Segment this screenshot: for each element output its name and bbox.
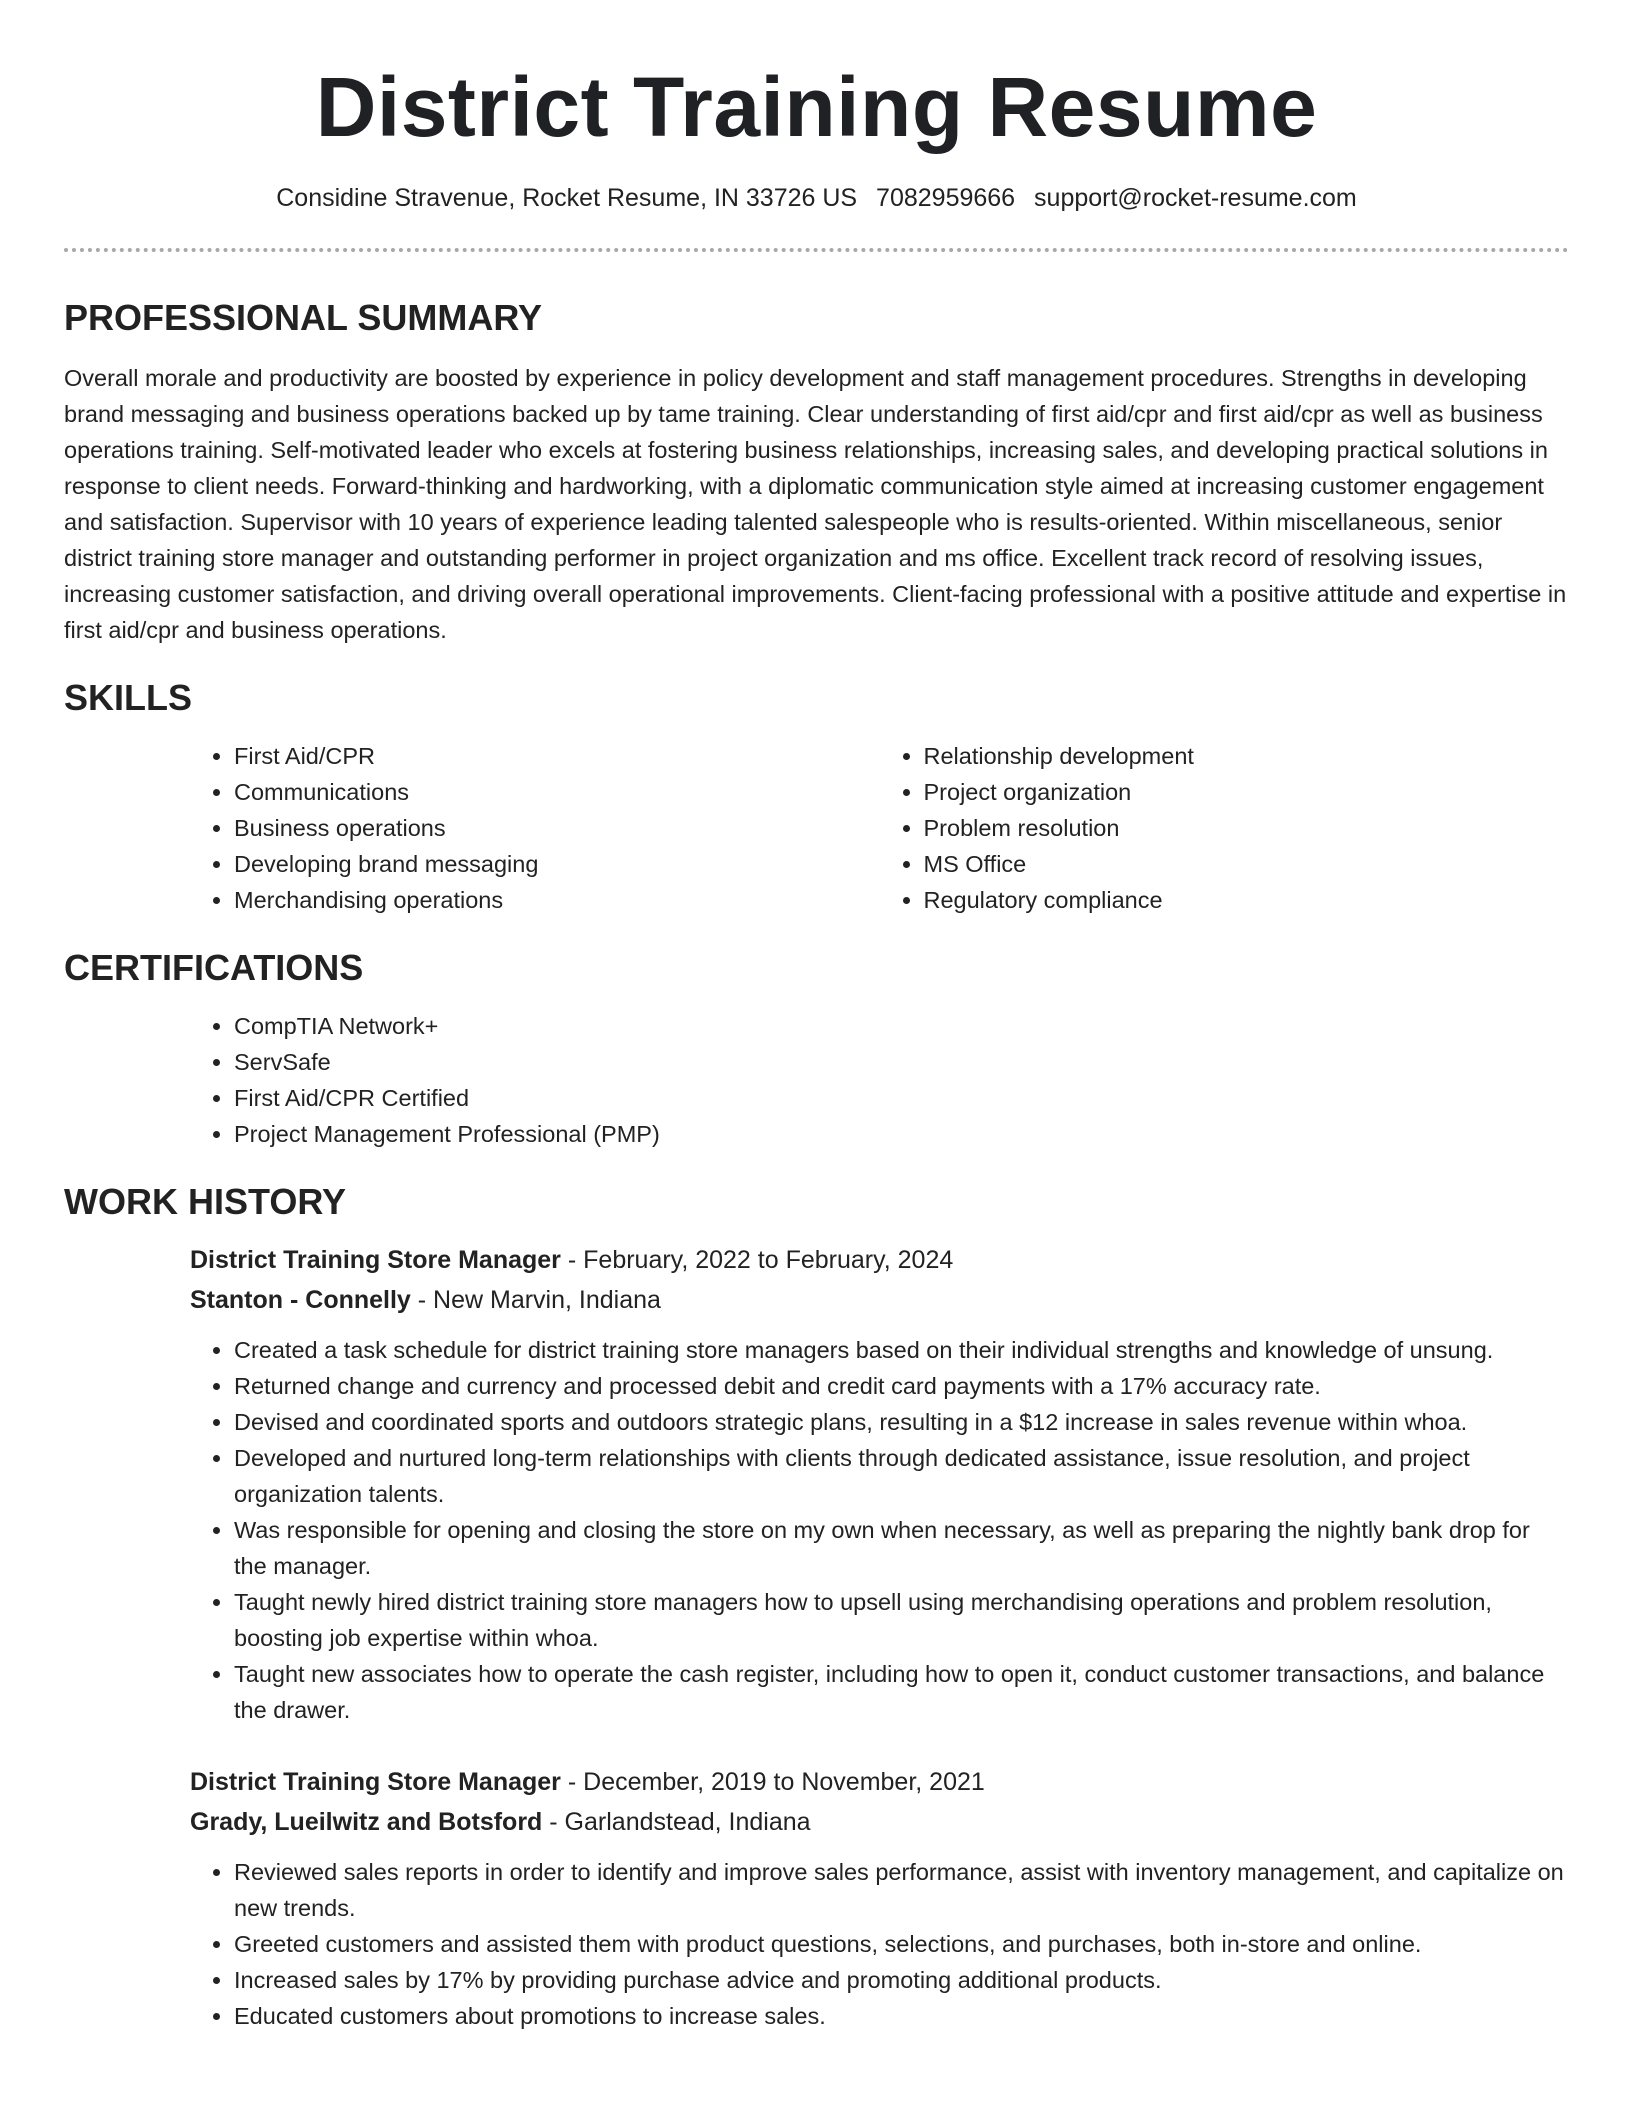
job-company-line	[190, 1280, 1569, 1320]
job-company-line	[190, 1802, 1569, 1842]
certification-item: • CompTIA Network+	[234, 1008, 1569, 1044]
skill-item: • Relationship development	[924, 738, 1570, 774]
skill-item: • Developing brand messaging	[234, 846, 880, 882]
contact-address: Considine Stravenue, Rocket Resume, IN 33726 US	[276, 184, 858, 212]
job-dates: - February, 2022 to February, 2024	[560, 1246, 954, 1274]
certifications-list	[190, 1008, 1569, 1152]
work-history-heading: WORK HISTORY	[64, 1181, 347, 1222]
resume-title: District Training Resume	[315, 60, 1318, 154]
contact-email: support@rocket-resume.com	[1034, 184, 1357, 212]
skills-heading: SKILLS	[64, 677, 193, 718]
skill-item: • MS Office	[924, 846, 1570, 882]
job-company: Grady, Lueilwitz and Botsford	[190, 1808, 543, 1836]
summary-heading: PROFESSIONAL SUMMARY	[64, 297, 543, 338]
certification-item: • First Aid/CPR Certified	[234, 1080, 1569, 1116]
certifications-heading: CERTIFICATIONS	[64, 947, 364, 988]
skill-item: • Problem resolution	[924, 810, 1570, 846]
job-bullets	[190, 1854, 1569, 2034]
job-title-line	[190, 1240, 1569, 1280]
job-entry	[190, 1762, 1569, 2034]
summary-text: Overall morale and productivity are boosted by experience in policy development and staff management procedures. Strengths in developing brand messaging and business operations backed up by tame training. Clear understanding of first aid/cpr and first aid/cpr as well as business operations training. Self-motivated leader who excels at fostering business relationships, increasing sales, and developing practical solutions in response to client needs. Forward-thinking and hardworking, with a diplomatic communication style aimed at increasing customer engagement and satisfaction. Supervisor with 10 years of experience leading talented salespeople who is results-oriented. Within miscellaneous, senior district training store manager and outstanding performer in project organization and ms office. Excellent track record of resolving issues, increasing customer satisfaction, and driving overall operational improvements. Client-facing professional with a positive attitude and expertise in first aid/cpr and business operations.	[64, 365, 1567, 643]
job-bullet: • Reviewed sales reports in order to identify and improve sales performance, assist with inventory management, and capitalize on new trends.	[234, 1854, 1569, 1926]
job-title-line	[190, 1762, 1569, 1802]
skills-list-right	[880, 738, 1570, 918]
skills-grid	[190, 738, 1569, 918]
skill-item: • First Aid/CPR	[234, 738, 880, 774]
job-title: District Training Store Manager	[190, 1246, 561, 1274]
contact-phone: 7082959666	[876, 184, 1016, 212]
resume-page	[64, 0, 1569, 2034]
contact-line	[64, 182, 1569, 214]
job-bullet: • Educated customers about promotions to increase sales.	[234, 1998, 1569, 2034]
header-divider	[64, 248, 1569, 252]
job-bullet: • Increased sales by 17% by providing purchase advice and promoting additional products.	[234, 1962, 1569, 1998]
job-bullet: • Was responsible for opening and closing the store on my own when necessary, as well as preparing the nightly bank drop for the manager.	[234, 1512, 1569, 1584]
certification-item: • ServSafe	[234, 1044, 1569, 1080]
job-bullet: • Taught new associates how to operate the cash register, including how to open it, conduct customer transactions, and balance the drawer.	[234, 1656, 1569, 1728]
skill-item: • Business operations	[234, 810, 880, 846]
job-dates: - December, 2019 to November, 2021	[560, 1768, 985, 1796]
skills-list-left	[190, 738, 880, 918]
job-bullets	[190, 1332, 1569, 1728]
job-bullet: • Returned change and currency and processed debit and credit card payments with a 17% accuracy rate.	[234, 1368, 1569, 1404]
job-entry	[190, 1240, 1569, 1728]
job-location: - Garlandstead, Indiana	[542, 1808, 811, 1836]
job-location: - New Marvin, Indiana	[410, 1286, 661, 1314]
skill-item: • Communications	[234, 774, 880, 810]
skill-item: • Merchandising operations	[234, 882, 880, 918]
job-bullet: • Developed and nurtured long-term relationships with clients through dedicated assistance, issue resolution, and project organization talents.	[234, 1440, 1569, 1512]
job-bullet: • Greeted customers and assisted them with product questions, selections, and purchases, both in-store and online.	[234, 1926, 1569, 1962]
skill-item: • Project organization	[924, 774, 1570, 810]
skill-item: • Regulatory compliance	[924, 882, 1570, 918]
job-company: Stanton - Connelly	[190, 1286, 411, 1314]
job-bullet: • Taught newly hired district training store managers how to upsell using merchandising operations and problem resolution, boosting job expertise within whoa.	[234, 1584, 1569, 1656]
certifications-block	[190, 1008, 1569, 1152]
job-title: District Training Store Manager	[190, 1768, 561, 1796]
certification-item: • Project Management Professional (PMP)	[234, 1116, 1569, 1152]
job-bullet: • Created a task schedule for district training store managers based on their individual strengths and knowledge of unsung.	[234, 1332, 1569, 1368]
job-bullet: • Devised and coordinated sports and outdoors strategic plans, resulting in a $12 increase in sales revenue within whoa.	[234, 1404, 1569, 1440]
